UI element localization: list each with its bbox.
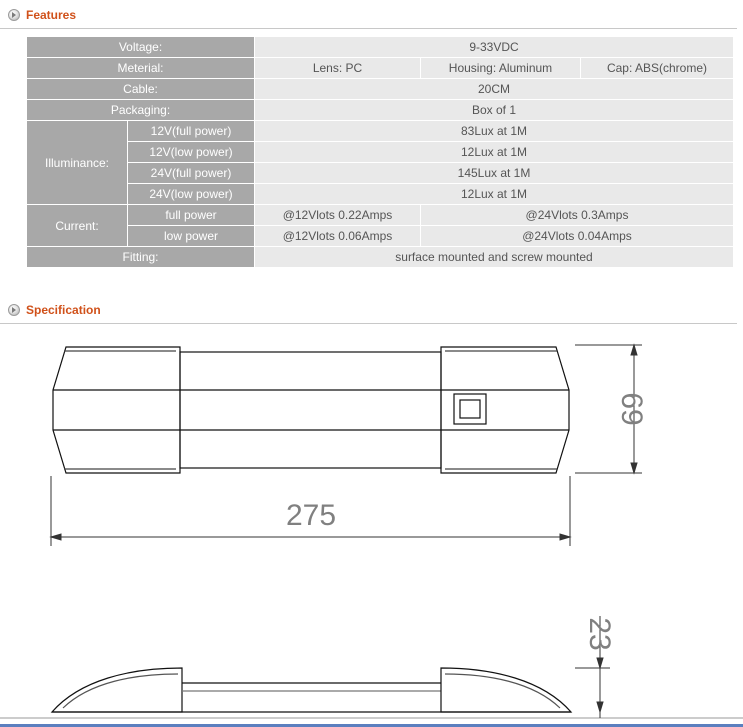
table-row-illuminance xyxy=(27,121,734,142)
current-12v: @12Vlots 0.06Amps xyxy=(255,226,421,247)
illuminance-mode: 24V(low power) xyxy=(128,184,255,205)
left-cap-top xyxy=(53,347,180,473)
table-row-cable xyxy=(27,79,734,100)
cable-label: Cable: xyxy=(27,79,255,100)
features-title: Features xyxy=(26,8,77,22)
specification-title: Specification xyxy=(26,303,101,317)
length-dimension-label: 275 xyxy=(285,499,337,532)
cable-value: 20CM xyxy=(255,79,734,100)
current-24v: @24Vlots 0.04Amps xyxy=(421,226,734,247)
voltage-value: 9-33VDC xyxy=(255,37,734,58)
height-dimension-label: 23 xyxy=(583,617,616,651)
switch-icon xyxy=(454,394,486,424)
fitting-label: Fitting: xyxy=(27,247,255,268)
packaging-label: Packaging: xyxy=(27,100,255,121)
top-view xyxy=(53,347,569,473)
table-row-current xyxy=(27,226,734,247)
illuminance-mode: 12V(full power) xyxy=(128,121,255,142)
width-dimension-label: 69 xyxy=(615,392,648,426)
current-mode: full power xyxy=(128,205,255,226)
illuminance-value: 83Lux at 1M xyxy=(255,121,734,142)
table-row-illuminance xyxy=(27,142,734,163)
material-label: Meterial: xyxy=(27,58,255,79)
table-row-illuminance xyxy=(27,184,734,205)
illuminance-mode: 24V(full power) xyxy=(128,163,255,184)
current-24v: @24Vlots 0.3Amps xyxy=(421,205,734,226)
table-row-voltage xyxy=(27,37,734,58)
specification-drawing xyxy=(0,326,743,724)
illuminance-label: Illuminance: xyxy=(27,121,128,205)
table-row-illuminance xyxy=(27,163,734,184)
fitting-value: surface mounted and screw mounted xyxy=(255,247,734,268)
illuminance-value: 12Lux at 1M xyxy=(255,142,734,163)
illuminance-value: 145Lux at 1M xyxy=(255,163,734,184)
illuminance-value: 12Lux at 1M xyxy=(255,184,734,205)
bullet-icon xyxy=(8,9,20,21)
specification-section-header xyxy=(0,297,737,324)
current-12v: @12Vlots 0.22Amps xyxy=(255,205,421,226)
voltage-label: Voltage: xyxy=(27,37,255,58)
bullet-icon xyxy=(8,304,20,316)
table-row-packaging xyxy=(27,100,734,121)
current-label: Current: xyxy=(27,205,128,247)
side-view xyxy=(0,668,743,718)
features-table xyxy=(26,36,734,268)
tube-top xyxy=(180,352,441,468)
material-housing: Housing: Aluminum xyxy=(421,58,581,79)
features-section-header xyxy=(0,2,737,29)
material-lens: Lens: PC xyxy=(255,58,421,79)
table-row-material xyxy=(27,58,734,79)
current-mode: low power xyxy=(128,226,255,247)
packaging-value: Box of 1 xyxy=(255,100,734,121)
table-row-fitting xyxy=(27,247,734,268)
illuminance-mode: 12V(low power) xyxy=(128,142,255,163)
table-row-current xyxy=(27,205,734,226)
material-cap: Cap: ABS(chrome) xyxy=(581,58,734,79)
